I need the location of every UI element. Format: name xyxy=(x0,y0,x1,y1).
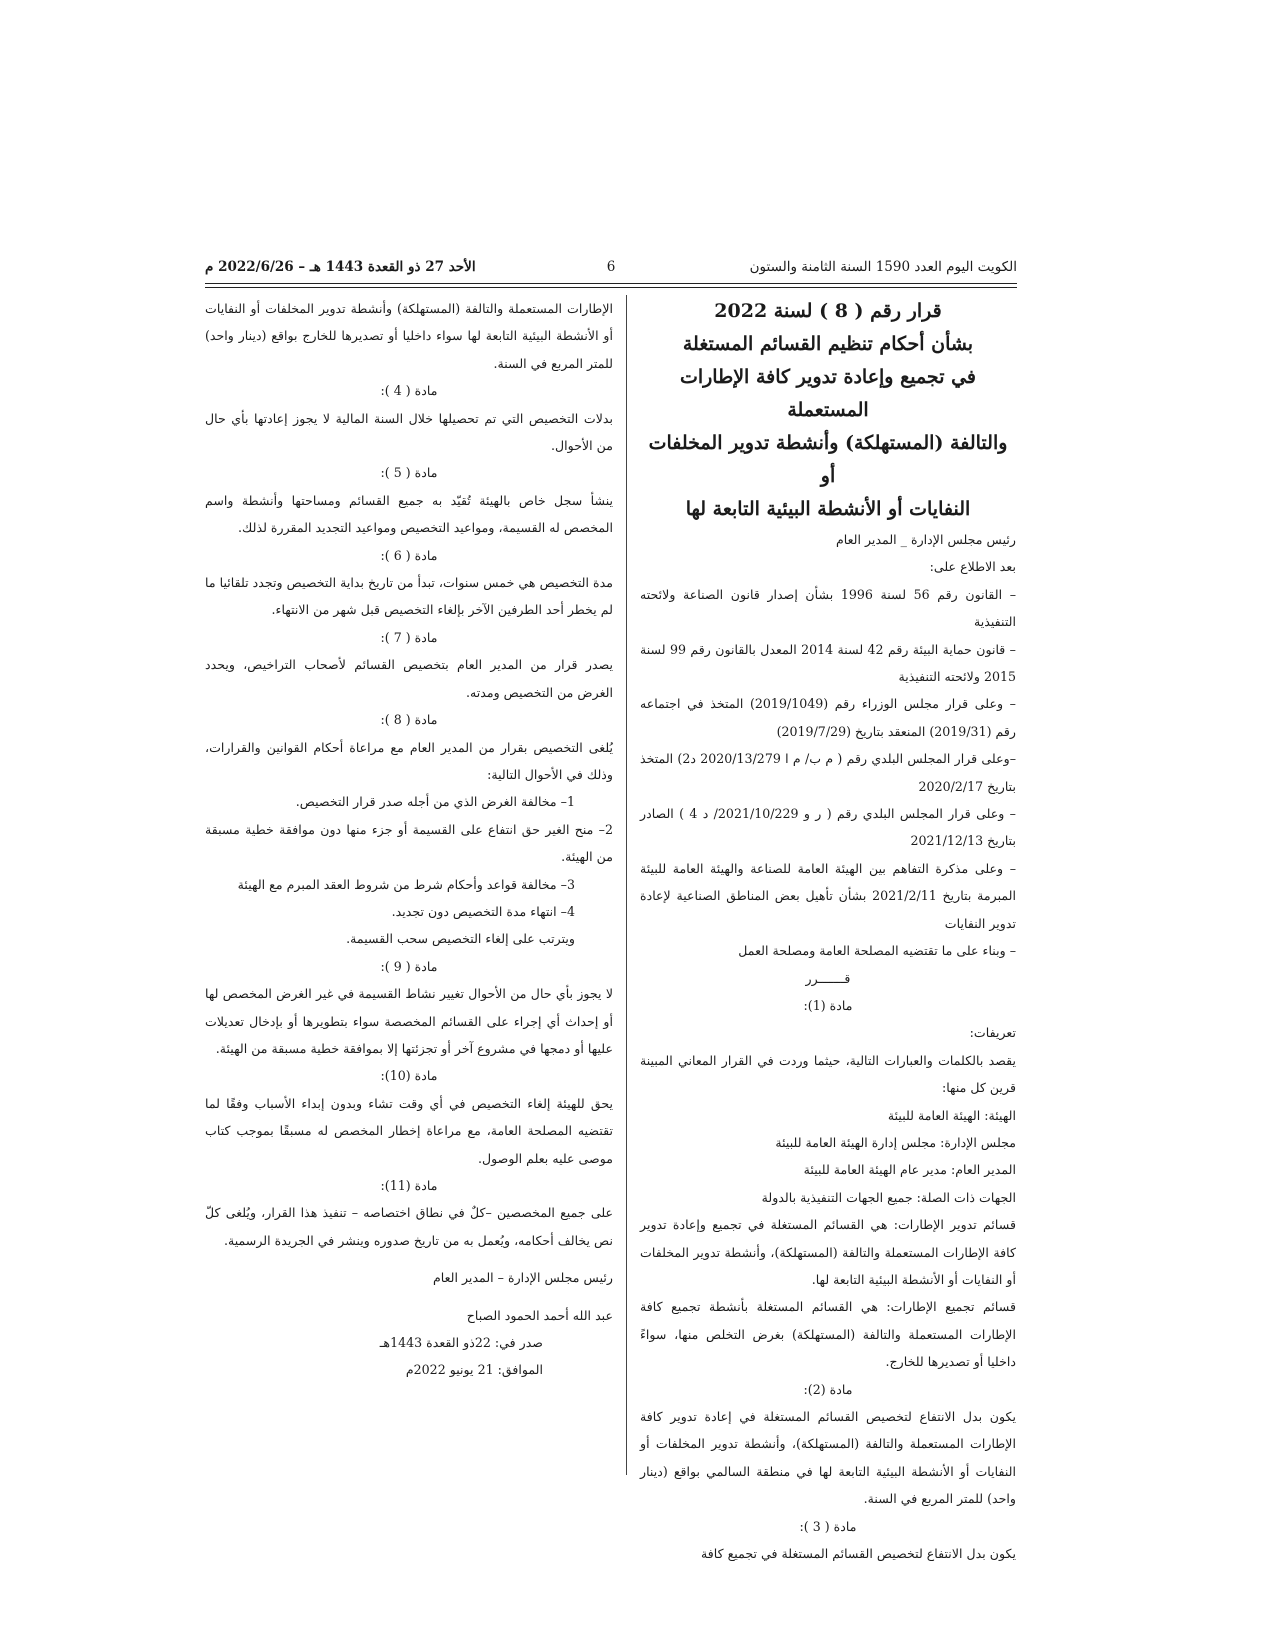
article-text: بدلات التخصيص التي تم تحصيلها خلال السنة المالية لا يجوز إعادتها بأي حال من الأحوال. xyxy=(205,410,613,454)
article-heading: مادة ( 7 ): xyxy=(380,629,438,645)
issued-hijri-date: صدر في: 22ذو القعدة 1443هـ xyxy=(379,1335,543,1351)
definition: المدير العام: مدير عام الهيئة العامة للبيئة xyxy=(803,1162,1016,1178)
page-number: 6 xyxy=(606,259,616,275)
list-item: 4– انتهاء مدة التخصيص دون تجديد. xyxy=(391,903,575,919)
article-heading: مادة ( 4 ): xyxy=(380,383,438,399)
article-heading: مادة (2): xyxy=(803,1381,853,1397)
article-heading: مادة (1): xyxy=(803,997,853,1013)
definitions-heading: تعريفات: xyxy=(969,1025,1016,1041)
definition: مجلس الإدارة: مجلس إدارة الهيئة العامة للبيئة xyxy=(775,1134,1016,1150)
decision-subject-line: في تجميع وإعادة تدوير كافة الإطارات المستعملة xyxy=(679,366,977,421)
article-text: يكون بدل الانتفاع لتخصيص القسائم المستغلة في إعادة تدوير كافة الإطارات المستعملة والتالفة (المستهلكة)، وأنشطة تدوير المخلفات أو النفايات أو الأنشطة البيئية التابعة لها في منطقة السالمي بواقع (دينار واحد) للمتر المربع في السنة. xyxy=(640,1409,1016,1507)
article-heading: مادة (11): xyxy=(380,1178,438,1193)
article-heading: مادة ( 9 ): xyxy=(380,958,438,974)
after-review: بعد الاطلاع على: xyxy=(929,559,1016,575)
article-text: يكون بدل الانتفاع لتخصيص القسائم المستغلة في تجميع كافة xyxy=(701,1546,1016,1562)
article-text: لا يجوز بأي حال من الأحوال تغيير نشاط القسيمة في غير الغرض المخصص لها أو إحداث أي إجراء على القسائم المخصصة سواء بتطويرها أو بإدخال تعديلات عليها أو دمجها في مشروع آخر أو تجزئتها إلا بموافقة خطية مسبقة من الهيئة. xyxy=(205,986,613,1056)
article-text: الإطارات المستعملة والتالفة (المستهلكة) وأنشطة تدوير المخلفات أو النفايات أو الأنشطة البيئية التابعة لها سواء داخليا أو تصديرها للخارج بواقع (دينار واحد) للمتر المربع في السنة. xyxy=(205,301,613,371)
article-heading: مادة ( 5 ): xyxy=(380,465,438,481)
decision-subject-line: النفايات أو الأنشطة البيئية التابعة لها xyxy=(685,498,971,520)
recital: – وعلى قرار مجلس الوزراء رقم (2019/1049) المتخذ في اجتماعه رقم (2019/31) المنعقد بتاريخ (2019/7/29) xyxy=(640,696,1016,739)
recital: – القانون رقم 56 لسنة 1996 بشأن إصدار قانون الصناعة ولائحته التنفيذية xyxy=(640,586,1016,630)
issued-gregorian-date: الموافق: 21 يونيو 2022م xyxy=(405,1362,543,1378)
decision-title: قرار رقم ( 8 ) لسنة 2022 xyxy=(714,300,942,322)
header-rule xyxy=(205,283,1017,284)
list-item: 2– منح الغير حق انتفاع على القسيمة أو جزء منها دون موافقة خطية مسبقة من الهيئة. xyxy=(205,821,613,865)
signature-title: رئيس مجلس الإدارة – المدير العام xyxy=(432,1270,613,1286)
recital: – وعلى مذكرة التفاهم بين الهيئة العامة للصناعة والهيئة العامة للبيئة المبرمة بتاريخ 2021/2/11 بشأن تأهيل بعض المناطق الصناعية لإعادة تدوير النفايات xyxy=(640,860,1016,931)
article-consequence: ويترتب على إلغاء التخصيص سحب القسيمة. xyxy=(346,931,575,947)
definition: الجهات ذات الصلة: جميع الجهات التنفيذية بالدولة xyxy=(761,1189,1016,1205)
article-text: ينشأ سجل خاص بالهيئة تُقيّد به جميع القسائم ومساحتها وأنشطة واسم المخصص له القسيمة، ومواعيد التخصيص ومواعيد التجديد المقررة لذلك. xyxy=(205,492,613,536)
article-text: يُلغى التخصيص بقرار من المدير العام مع مراعاة أحكام القوانين والقرارات، وذلك في الأحوال التالية: xyxy=(205,739,613,782)
signature-name: عبد الله أحمد الحمود الصباح xyxy=(466,1307,613,1323)
column-divider xyxy=(626,295,627,1475)
recital: – وعلى قرار المجلس البلدي رقم ( ر و 2021/10/229/ د 4 ) الصادر بتاريخ 2021/12/13 xyxy=(640,806,1016,849)
definitions-intro: يقصد بالكلمات والعبارات التالية، حيثما وردت في القرار المعاني المبينة قرين كل منها: xyxy=(640,1052,1016,1096)
decision-subject-line: بشأن أحكام تنظيم القسائم المستغلة xyxy=(682,333,974,355)
issuer: رئيس مجلس الإدارة _ المدير العام xyxy=(835,532,1016,547)
article-text: على جميع المخصصين –كلٌ في نطاق اختصاصه – تنفيذ هذا القرار، ويُلغى كلّ نص يخالف أحكامه، ويُعمل به من تاريخ صدوره وينشر في الجريدة الرسمية. xyxy=(205,1205,613,1248)
page-header xyxy=(205,255,1017,285)
recital: –وعلى قرار المجلس البلدي رقم ( م ب/ م ا 2020/13/279 د2) المتخذ بتاريخ 2020/2/17 xyxy=(640,751,1016,794)
publication-info: الكويت اليوم العدد 1590 السنة الثامنة والستون xyxy=(749,259,1017,275)
right-column xyxy=(640,295,1016,1562)
decision-subject-line: والتالفة (المستهلكة) وأنشطة تدوير المخلفات أو xyxy=(648,432,1008,487)
definition: قسائم تدوير الإطارات: هي القسائم المستغلة في تجميع وإعادة تدوير كافة الإطارات المستعملة والتالفة (المستهلكة)، وأنشطة تدوير المخلفات أو النفايات أو الأنشطة البيئية التابعة لها. xyxy=(640,1217,1016,1287)
list-item: 1– مخالفة الغرض الذي من أجله صدر قرار التخصيص. xyxy=(295,794,575,810)
article-text: مدة التخصيص هي خمس سنوات، تبدأ من تاريخ بداية التخصيص وتجدد تلقائيا ما لم يخطر أحد الطرفين الآخر بإلغاء التخصيص قبل شهر من الانتهاء. xyxy=(205,575,613,618)
header-rule-thin xyxy=(205,287,1017,288)
left-column xyxy=(205,295,613,1378)
list-item: 3– مخالفة قواعد وأحكام شرط من شروط العقد المبرم مع الهيئة xyxy=(237,876,575,892)
recital: – قانون حماية البيئة رقم 42 لسنة 2014 المعدل بالقانون رقم 99 لسنة 2015 ولائحته التنفيذية xyxy=(640,641,1016,685)
issue-date: الأحد 27 ذو القعدة 1443 هـ – 2022/6/26 م xyxy=(205,259,476,275)
decided-heading: قـــــــرر xyxy=(805,970,851,986)
definition: قسائم تجميع الإطارات: هي القسائم المستغلة بأنشطة تجميع كافة الإطارات المستعملة والتالفة (المستهلكة) بغرض التخلص منها، سواءً داخليا أو تصديرها للخارج. xyxy=(640,1299,1016,1370)
recital: – وبناء على ما تقتضيه المصلحة العامة ومصلحة العمل xyxy=(738,943,1016,959)
definition: الهيئة: الهيئة العامة للبيئة xyxy=(887,1107,1016,1123)
article-text: يحق للهيئة إلغاء التخصيص في أي وقت تشاء وبدون إبداء الأسباب وفقًا لما تقتضيه المصلحة العامة، مع مراعاة إخطار المخصص له مسبقًا بموجب كتاب موصى عليه بعلم الوصول. xyxy=(205,1095,613,1166)
article-heading: مادة (10): xyxy=(380,1068,438,1084)
article-heading: مادة ( 8 ): xyxy=(380,712,438,728)
article-text: يصدر قرار من المدير العام بتخصيص القسائم لأصحاب التراخيص، ويحدد الغرض من التخصيص ومدته. xyxy=(205,657,613,700)
article-heading: مادة ( 3 ): xyxy=(799,1518,857,1534)
article-heading: مادة ( 6 ): xyxy=(380,547,438,563)
